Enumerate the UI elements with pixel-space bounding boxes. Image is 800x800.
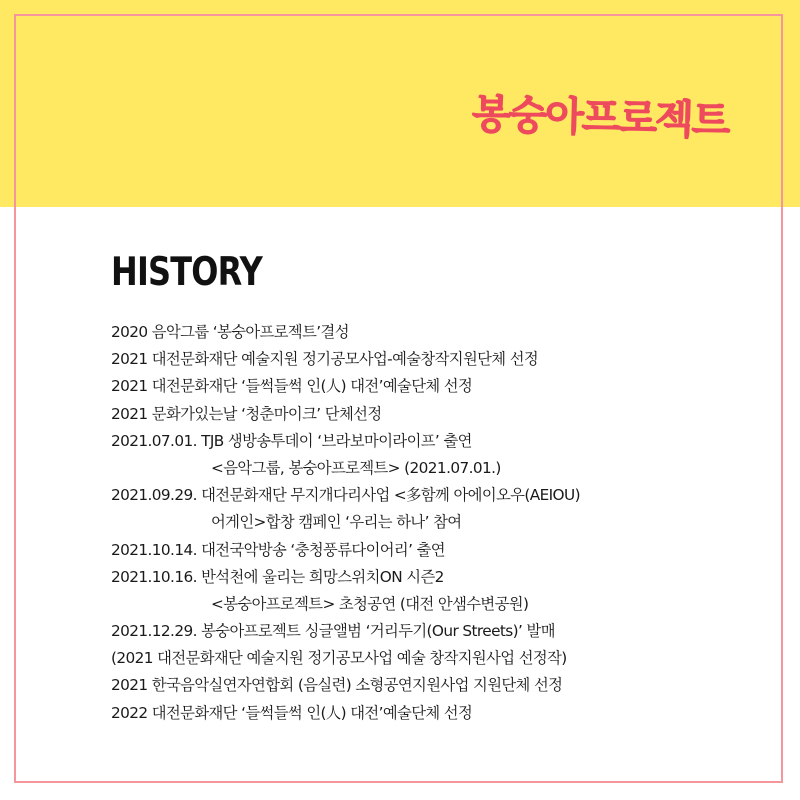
history-line: (2021 대전문화재단 예술지원 정기공모사업 예술 창작지원사업 선정작)	[111, 649, 567, 668]
history-line: 2020 음악그룹 ‘봉숭아프로젝트’결성	[111, 323, 349, 341]
history-line: 2021 대전문화재단 예술지원 정기공모사업-예술창작지원단체 선정	[111, 350, 539, 369]
history-line: 2021.07.01. TJB 생방송투데이 ‘브라보마이라이프’ 출연	[111, 431, 472, 450]
history-line: 2022 대전문화재단 ‘들썩들썩 인(人) 대전’예술단체 선정	[111, 703, 473, 722]
history-line: 2021 대전문화재단 ‘들썩들썩 인(人) 대전’예술단체 선정	[111, 377, 473, 396]
history-line: 어게인>합창 캠페인 ‘우리는 하나’ 참여	[211, 513, 462, 532]
history-line: <봉숭아프로젝트> 초청공연 (대전 안샘수변공원)	[211, 594, 529, 613]
history-line: 2021.12.29. 봉숭아프로젝트 싱글앨범 ‘거리두기(Our Streets)’ 발매	[111, 622, 555, 641]
history-list	[111, 319, 751, 727]
history-line: 2021.10.16. 반석천에 울리는 희망스위치ON 시즌2	[111, 567, 444, 586]
brand-logo: 봉숭아프로젝트	[470, 91, 729, 145]
history-line: 2021 한국음악실연자연합회 (음실련) 소형공연지원사업 지원단체 선정	[111, 676, 563, 695]
history-line: <음악그룹, 봉숭아프로젝트> (2021.07.01.)	[211, 458, 501, 477]
history-line: 2021.10.14. 대전국악방송 ‘충청풍류다이어리’ 출연	[111, 540, 445, 559]
history-line: 2021 문화가있는날 ‘청춘마이크’ 단체선정	[111, 404, 382, 423]
history-line: 2021.09.29. 대전문화재단 무지개다리사업 <多함께 아에이오우(AEIOU)	[111, 486, 580, 505]
history-title: HISTORY	[111, 250, 262, 295]
